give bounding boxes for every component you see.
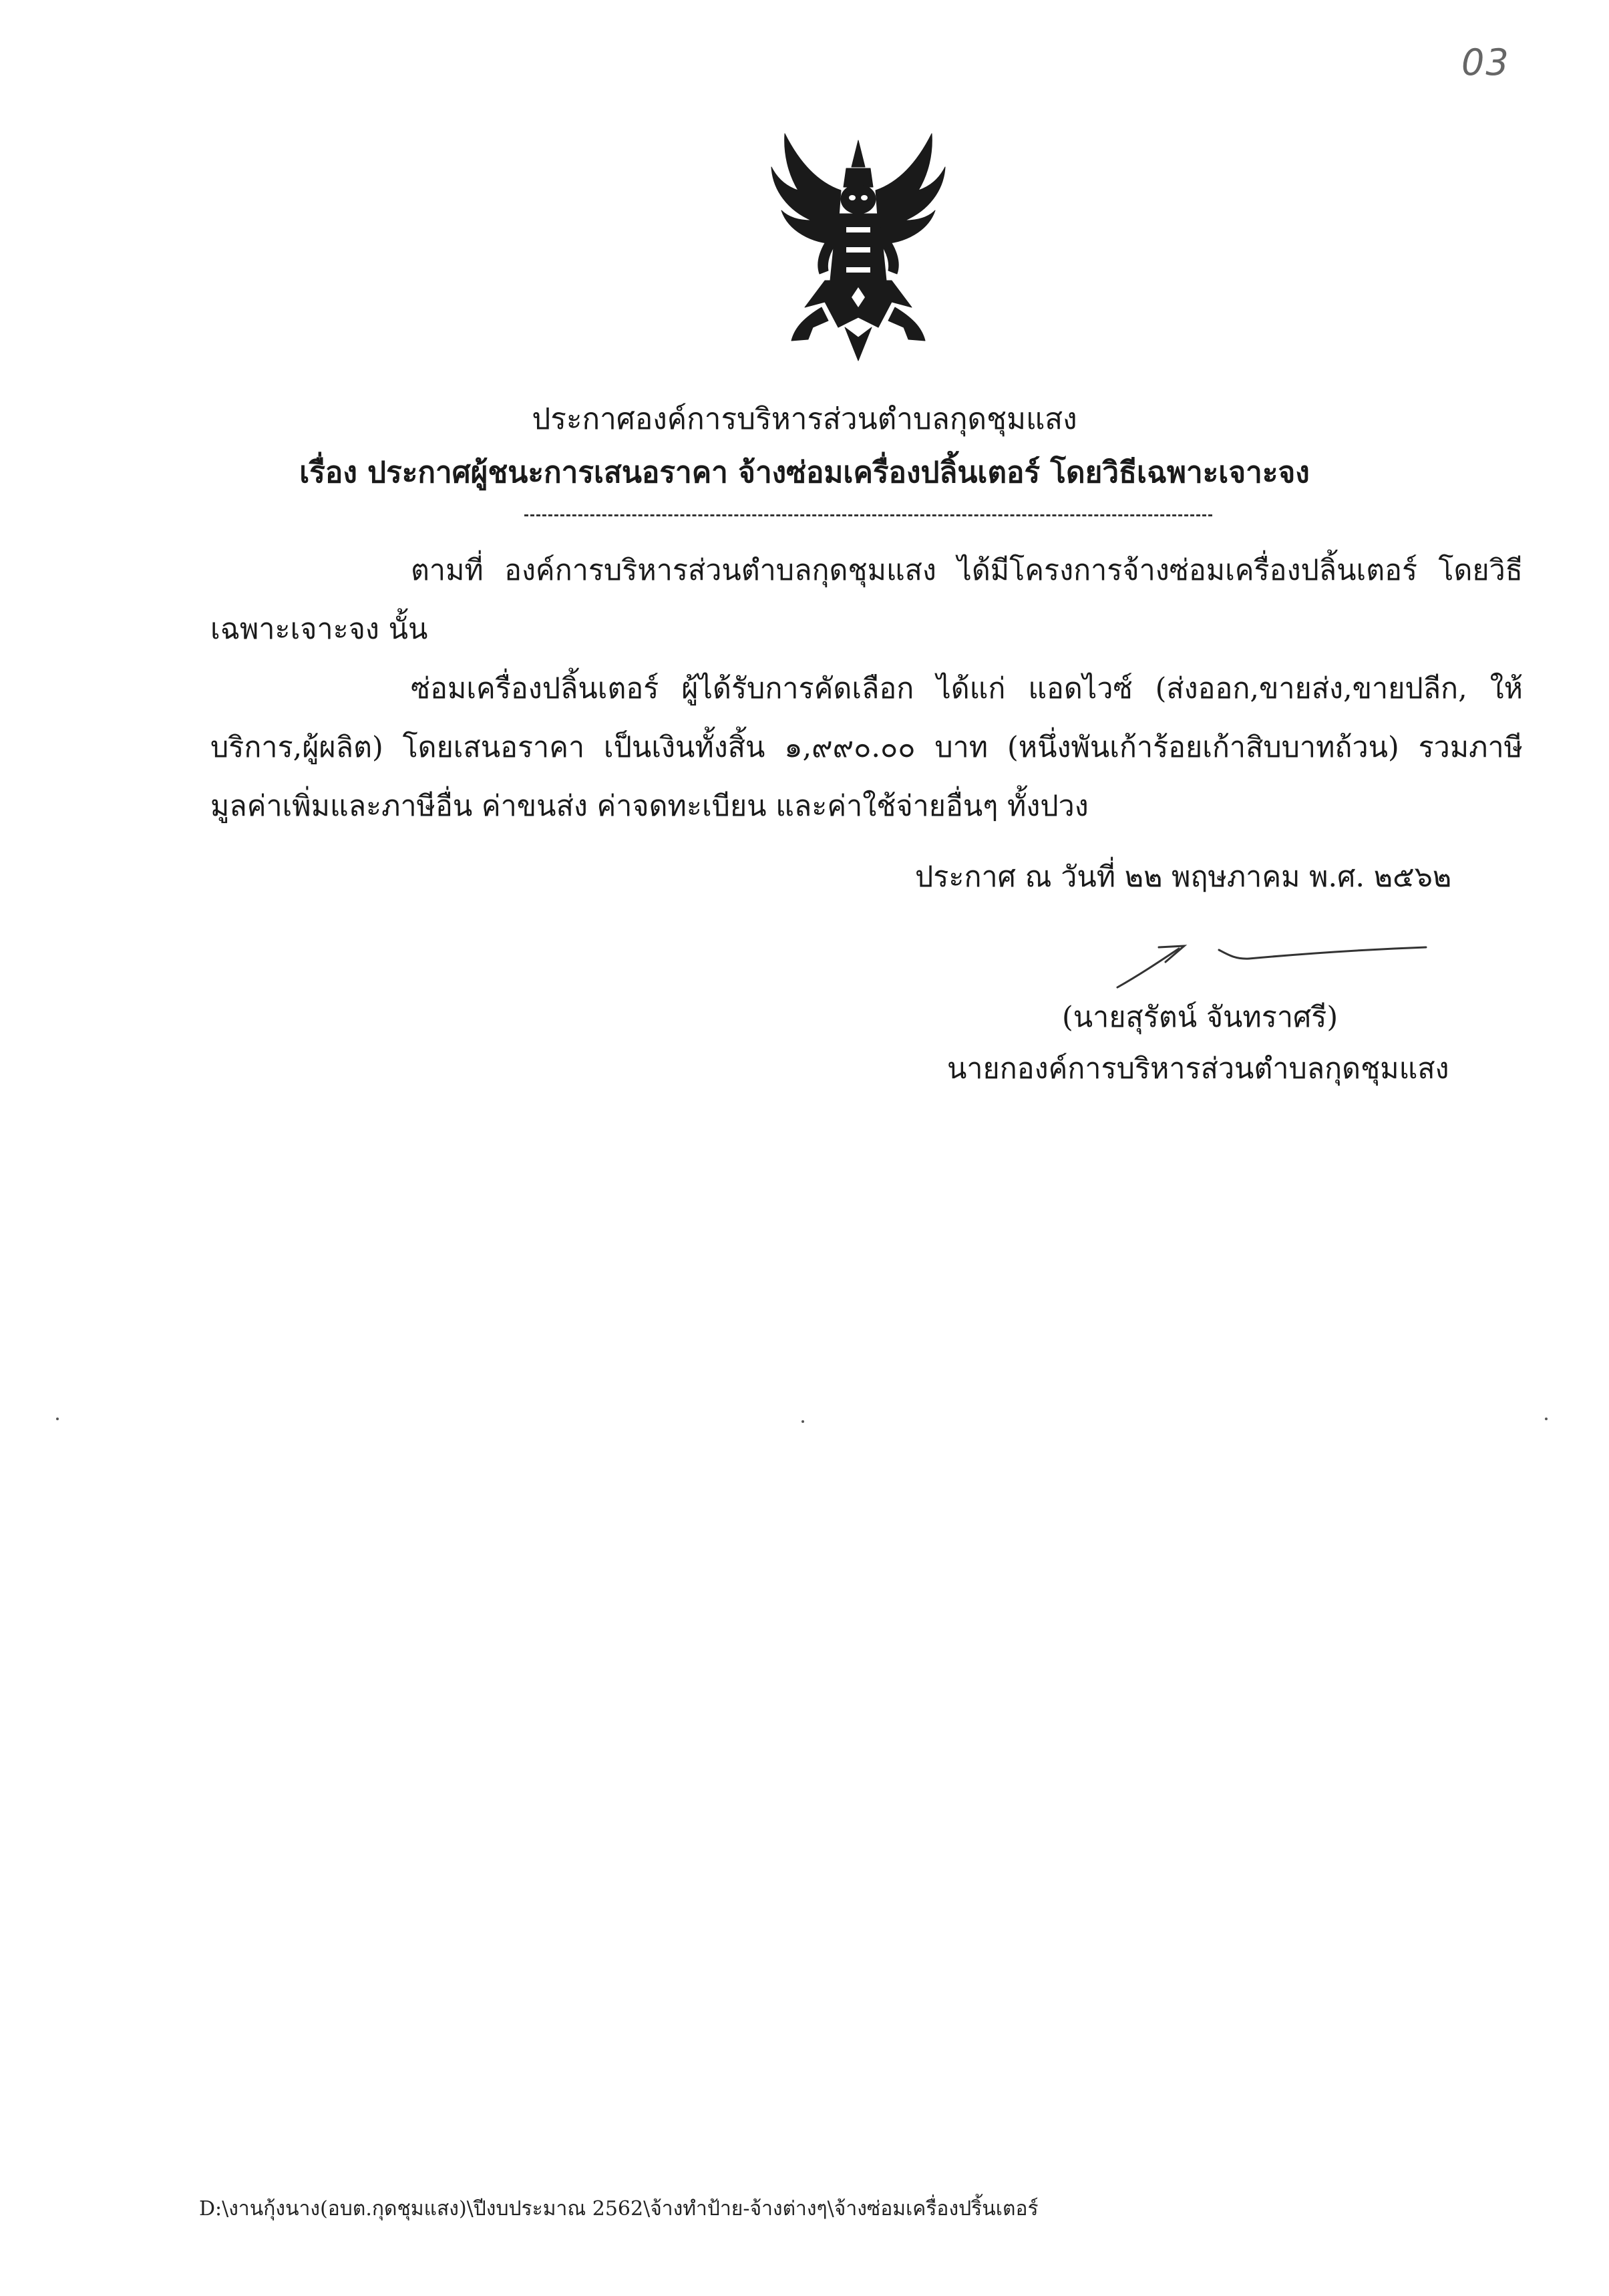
handwritten-signature	[1112, 935, 1433, 995]
handwritten-page-number: 03	[1461, 41, 1510, 84]
paragraph-2-text: ซ่อมเครื่องปลิ้นเตอร์ ผู้ได้รับการคัดเลือก ได้แก่ แอดไวซ์ (ส่งออก,ขายส่ง,ขายปลีก, ให้บริการ,ผู้ผลิต) โดยเสนอราคา เป็นเงินทั้งสิ้น ๑,๙๙๐.๐๐ บาท (หนึ่งพันเก้าร้อยเก้าสิบบาทถ้วน) รวมภาษีมูลค่าเพิ่มและภาษีอื่น ค่าขนส่ง ค่าจดทะเบียน และค่าใช้จ่ายอื่นๆ ทั้งปวง	[210, 672, 1523, 823]
scan-speck	[1545, 1418, 1548, 1420]
scan-speck	[56, 1418, 59, 1420]
body-paragraph-1	[210, 541, 1523, 659]
title-divider	[524, 514, 1212, 516]
body-paragraph-2	[210, 659, 1523, 836]
paragraph-1-text: ตามที่ องค์การบริหารส่วนตำบลกุดชุมแสง ได้มีโครงการจ้างซ่อมเครื่องปลิ้นเตอร์ โดยวิธีเฉพาะเจาะจง นั้น	[210, 554, 1523, 646]
signer-name: (นายสุรัตน์ จันทราศรี)	[1062, 1001, 1338, 1034]
announcement-date: ประกาศ ณ วันที่ ๒๒ พฤษภาคม พ.ศ. ๒๕๖๒	[915, 860, 1452, 894]
footer-file-path: D:\งานกุ้งนาง(อบต.กุดชุมแสง)\ปีงบประมาณ 2562\จ้างทำป้าย-จ้างต่างๆ\จ้างซ่อมเครื่องปริ้นเตอร์	[199, 2197, 1039, 2221]
garuda-emblem-icon	[758, 127, 958, 367]
scan-speck	[801, 1420, 804, 1423]
signer-position: นายกองค์การบริหารส่วนตำบลกุดชุมแสง	[947, 1052, 1449, 1086]
announcement-title: ประกาศองค์การบริหารส่วนตำบลกุดชุมแสง	[532, 402, 1077, 436]
announcement-subject: เรื่อง ประกาศผู้ชนะการเสนอราคา จ้างซ่อมเครื่องปลิ้นเตอร์ โดยวิธีเฉพาะเจาะจง	[299, 456, 1310, 490]
